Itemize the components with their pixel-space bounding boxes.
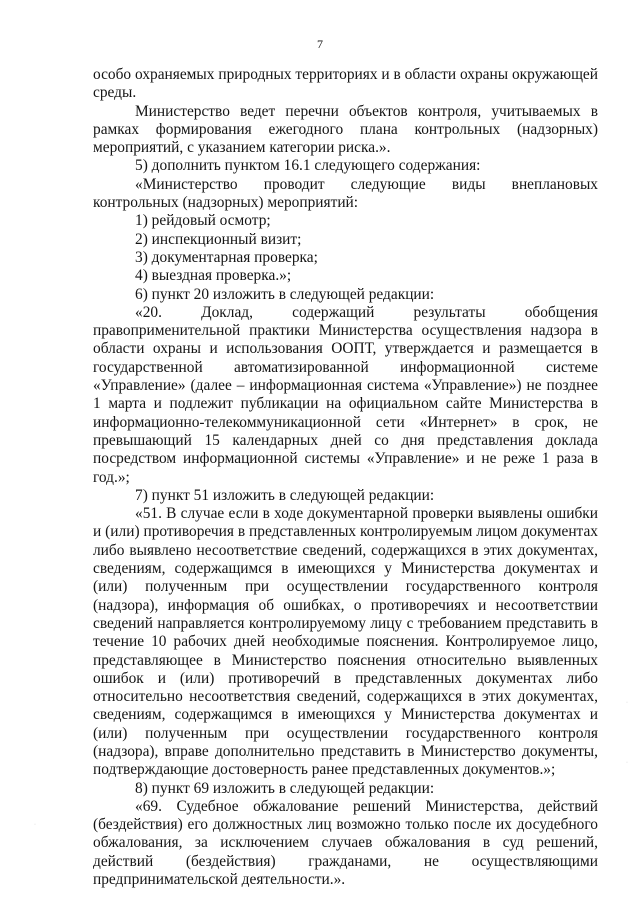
paragraph-clause-69: «69. Судебное обжалование решений Министерства, действий (бездействия) его должностных лиц возможно только после их досудебного обжалования, за исключением случаев обжалования в суд решений, действий (бездействия) гражданами, не осуществляющими предпринимательской деятельности.».: [93, 797, 598, 889]
paragraph-item-7: 7) пункт 51 изложить в следующей редакции:: [135, 486, 435, 504]
paragraph-ministry-lists: Министерство ведет перечни объектов контроля, учитываемых в рамках формирования ежегодного плана контрольных (надзорных) мероприятий, с указанием категории риска.».: [93, 102, 598, 157]
scan-artifact: ·: [626, 700, 628, 706]
list-item-documentary-check: 3) документарная проверка;: [135, 248, 318, 266]
list-item-raid-inspection: 1) рейдовый осмотр;: [135, 212, 271, 230]
list-item-onsite-check: 4) выездная проверка.»;: [135, 267, 292, 285]
paragraph-unscheduled-measures: «Министерство проводит следующие виды внеплановых контрольных (надзорных) мероприятий:: [93, 175, 598, 212]
page-number: 7: [317, 37, 323, 51]
list-item-inspection-visit: 2) инспекционный визит;: [135, 230, 302, 248]
paragraph-item-6: 6) пункт 20 изложить в следующей редакции:: [135, 285, 435, 303]
paragraph-item-5: 5) дополнить пунктом 16.1 следующего содержания:: [135, 157, 481, 175]
paragraph-item-8: 8) пункт 69 изложить в следующей редакции:: [135, 779, 435, 797]
paragraph-continuation: особо охраняемых природных территориях и в области охраны окружающей среды.: [93, 66, 598, 102]
document-body: [93, 66, 598, 889]
scan-artifact: ·: [626, 760, 628, 766]
paragraph-clause-20: «20. Доклад, содержащий результаты обобщения правоприменительной практики Министерства осуществления надзора в области охраны и использования ООПТ, утверждается и размещается в государственной автоматизированной информационной системе «Управление» (далее – информационная система «Управление») не позднее 1 марта и подлежит публикации на официальном сайте Министерства в информационно-телекоммуникационной сети «Интернет» в срок, не превышающий 15 календарных дней со дня представления доклада посредством информационной системы «Управление» и не реже 1 раза в год.»;: [93, 303, 598, 486]
scan-artifact: ·: [34, 822, 36, 828]
paragraph-clause-51: «51. В случае если в ходе документарной проверки выявлены ошибки и (или) противоречия в представленных контролируемым лицом документах либо выявлено несоответствие сведений, содержащихся в этих документах, сведениям, содержащимся в имеющихся у Министерства документах и (или) полученным при осуществлении государственного контроля (надзора), информация об ошибках, о противоречиях и несоответствии сведений направляется контролируемому лицу с требованием представить в течение 10 рабочих дней необходимые пояснения. Контролируемое лицо, представляющее в Министерство пояснения относительно выявленных ошибок и (или) противоречий в представленных документах либо относительно несоответствия сведений, содержащихся в этих документах, сведениям, содержащимся в имеющихся у Министерства документах и (или) полученным при осуществлении государственного контроля (надзора), вправе дополнительно представить в Министерство документы, подтверждающие достоверность ранее представленных документов.»;: [93, 505, 598, 779]
